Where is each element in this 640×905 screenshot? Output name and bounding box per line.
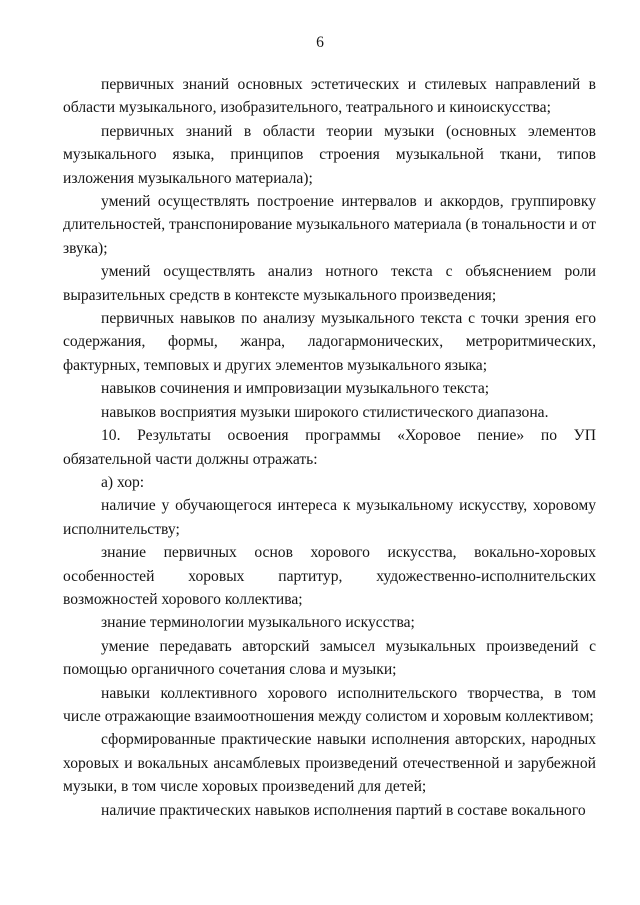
paragraph-score-analysis-skills: умений осуществлять анализ нотного текста с объяснением роли выразительных средств в контексте музыкального произведения; (63, 263, 596, 304)
paragraph-choral-basics: знание первичных основ хорового искусства, вокально-хоровых особенностей хоровых партитур, художественно-исполнительских возможностей хорового коллектива; (63, 544, 596, 608)
paragraph-terminology: знание терминологии музыкального искусства; (101, 614, 415, 632)
paragraph-choir-heading: а) хор: (101, 473, 145, 491)
paragraph-vocal-parts-skills: наличие практических навыков исполнения партий в составе вокального (101, 801, 586, 819)
paragraph-music-theory-knowledge: первичных знаний в области теории музыки (основных элементов музыкального языка, принципов строения музыкальной ткани, типов изложения музыкального материала); (63, 122, 596, 187)
paragraph-aesthetic-knowledge: первичных знаний основных эстетических и стилевых направлений в области музыкального, изобразительного, театрального и киноискусства; (63, 76, 596, 117)
paragraph-author-intent: умение передавать авторский замысел музыкальных произведений с помощью органичного сочетания слова и музыки; (63, 637, 596, 679)
paragraph-section-10-results: 10. Результаты освоения программы «Хоровое пение» по УП обязательной части должны отражать: (63, 427, 596, 468)
paragraph-interest-in-music: наличие у обучающегося интереса к музыкальному искусству, хоровому исполнительству; (63, 497, 596, 538)
paragraph-perception-skills: навыков восприятия музыки широкого стилистического диапазона. (101, 403, 549, 421)
paragraph-intervals-skills: умений осуществлять построение интервалов и аккордов, группировку длительностей, транспонирование музыкального материала (в тональности и от звука); (63, 193, 596, 257)
paragraph-composition-skills: навыков сочинения и импровизации музыкального текста; (101, 380, 490, 398)
paragraph-practical-skills: сформированные практические навыки исполнения авторских, народных хоровых и вокальных ансамблевых произведений отечественной и зарубежной музыки, в том числе хоровых произведений для детей; (63, 731, 596, 796)
paragraph-collective-skills: навыки коллективного хорового исполнительского творчества, в том числе отражающие взаимоотношения между солистом и хоровым коллективом; (63, 684, 596, 725)
paragraph-text-analysis-skills: первичных навыков по анализу музыкального текста с точки зрения его содержания, формы, жанра, ладогармонических, метроритмических, фактурных, темповых и других элементов музыкального языка; (63, 310, 596, 374)
document-body (63, 73, 596, 822)
page-number: 6 (316, 34, 324, 51)
